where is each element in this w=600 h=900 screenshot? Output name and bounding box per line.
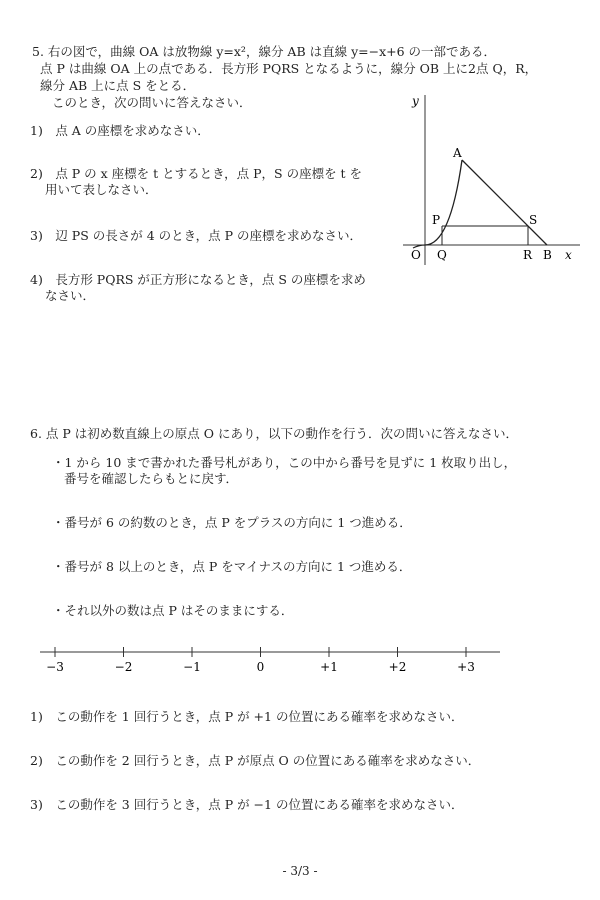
q5-sub2a: 2) 点 P の x 座標を t とするとき，点 P，S の座標を t を bbox=[30, 166, 363, 181]
label-B: B bbox=[543, 248, 552, 262]
label-S: S bbox=[529, 213, 538, 227]
tick-label: −1 bbox=[183, 660, 201, 674]
tick-label: +3 bbox=[457, 660, 475, 674]
q6-bullet3: ・番号が 8 以上のとき，点 P をマイナスの方向に 1 つ進める． bbox=[52, 559, 412, 574]
q6-sub2: 2) この動作を 2 回行うとき，点 P が原点 O の位置にある確率を求めなさい． bbox=[30, 753, 481, 768]
tick-label: +1 bbox=[320, 660, 338, 674]
q5-sub1: 1) 点 A の座標を求めなさい． bbox=[30, 123, 210, 138]
q6-bullet4: ・それ以外の数は点 P はそのままにする． bbox=[52, 603, 294, 618]
q5-line4: このとき，次の問いに答えなさい． bbox=[52, 95, 252, 110]
number-line bbox=[35, 642, 505, 678]
q5-sub4a: 4) 長方形 PQRS が正方形になるとき，点 S の座標を求め bbox=[30, 272, 366, 287]
q6-sub3: 3) この動作を 3 回行うとき，点 P が −1 の位置にある確率を求めなさい． bbox=[30, 797, 464, 812]
segment-AB bbox=[462, 160, 547, 245]
tick-label: −2 bbox=[114, 660, 133, 674]
tick-label: −3 bbox=[46, 660, 64, 674]
q6-bullet1a: ・1 から 10 まで書かれた番号札があり，この中から番号を見ずに 1 枚取り出し， bbox=[52, 455, 517, 470]
q5-line2: 点 P は曲線 OA 上の点である．長方形 PQRS となるように，線分 OB 上に2点 Q，R， bbox=[40, 61, 538, 76]
q6-bullet1b: 番号を確認したらもとに戻す． bbox=[64, 471, 239, 486]
q6-bullet2: ・番号が 6 の約数のとき，点 P をプラスの方向に 1 つ進める． bbox=[52, 515, 412, 530]
q6-line1: 6. 点 P は初め数直線上の原点 O にあり，以下の動作を行う．次の問いに答えなさい． bbox=[30, 426, 518, 441]
label-x: x bbox=[565, 248, 572, 262]
q5-sub2b: 用いて表しなさい． bbox=[45, 182, 158, 197]
tick-label: 0 bbox=[256, 660, 265, 674]
tick-label: +2 bbox=[388, 660, 407, 674]
label-Q: Q bbox=[437, 248, 447, 262]
parabola-line-graph bbox=[395, 95, 585, 275]
q6-sub1: 1) この動作を 1 回行うとき，点 P が +1 の位置にある確率を求めなさい． bbox=[30, 709, 464, 724]
q5-sub3: 3) 辺 PS の長さが 4 のとき，点 P の座標を求めなさい． bbox=[30, 228, 363, 243]
label-O: O bbox=[411, 248, 421, 262]
q5-line3: 線分 AB 上に点 S をとる． bbox=[40, 78, 196, 93]
page-number: - 3/3 - bbox=[282, 864, 318, 878]
q5-sub4b: なさい． bbox=[45, 288, 96, 303]
q5-line1: 5. 右の図で，曲線 OA は放物線 y=x²，線分 AB は直線 y=−x+6 の一部である． bbox=[32, 44, 497, 59]
label-A: A bbox=[453, 146, 462, 160]
label-R: R bbox=[523, 248, 533, 262]
label-y: y bbox=[412, 95, 419, 108]
label-P: P bbox=[432, 213, 441, 227]
curve-OA bbox=[425, 160, 462, 245]
